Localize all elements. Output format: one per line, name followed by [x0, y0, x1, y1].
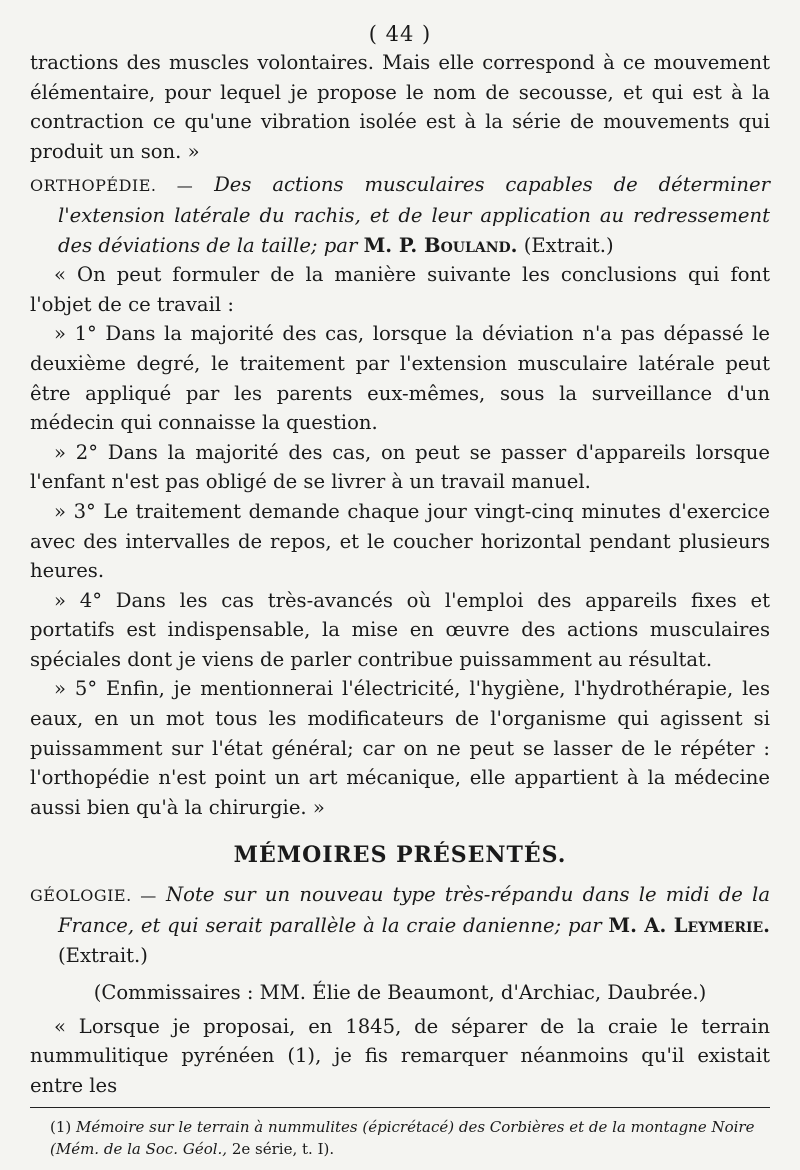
body-paragraph: « On peut formuler de la manière suivante les conclusions qui font l'objet de ce travail :	[30, 263, 770, 316]
continuation-paragraph: tractions des muscles volontaires. Mais elle correspond à ce mouvement élémentaire, pour lequel je propose le nom de secousse, et qui est à la contraction ce qu'une vibration isolée est à la série de mouvements qui produit un son. »	[30, 51, 770, 163]
geologie-rubric: GÉOLOGIE. —	[30, 886, 157, 906]
final-paragraph: « Lorsque je proposai, en 1845, de séparer de la craie le terrain nummulitique pyrénéen (1), je fis remarquer néanmoins qu'il existait entre les	[30, 1014, 770, 1097]
orthopedie-extrait: (Extrait.)	[523, 233, 614, 257]
geologie-extrait: (Extrait.)	[58, 943, 148, 967]
orthopedie-rubric: ORTHOPÉDIE. —	[30, 176, 194, 196]
section-heading: MÉMOIRES PRÉSENTÉS.	[233, 842, 567, 869]
footnote-rule	[30, 1107, 770, 1108]
geologie-par: par	[567, 914, 602, 938]
geologie-author: M. A. Leymerie.	[608, 914, 770, 938]
body-paragraph: » 4° Dans les cas très-avancés où l'emploi des appareils fixes et portatifs est indispensable, la mise en œuvre des actions musculaires spéciales dont je viens de parler contribue puissamment au résultat.	[30, 588, 770, 671]
geologie-title: Note sur un nouveau type très-répandu dans le midi de la France, et qui serait parallèle à la craie danienne;	[58, 883, 770, 938]
page-number: ( 44 )	[368, 22, 432, 46]
footnote-series: 2e série, t. I).	[231, 1139, 335, 1158]
orthopedie-title: Des actions musculaires capables de déterminer l'extension latérale du rachis, et de leur application au redressement des déviations de la taille;	[58, 173, 771, 257]
body-paragraph: » 2° Dans la majorité des cas, on peut se passer d'appareils lorsque l'enfant n'est pas obligé de se livrer à un travail manuel.	[30, 440, 770, 494]
body-paragraph: » 5° Enfin, je mentionnerai l'électricité, l'hygiène, l'hydrothérapie, les eaux, en un mot tous les modificateurs de l'organisme qui agissent si puissamment sur l'état général; car on ne peut se lasser de le répéter : l'orthopédie n'est point un art mécanique, elle appartient à la médecine aussi bien qu'à la chirurgie. »	[30, 677, 770, 819]
orthopedie-par: par	[323, 233, 358, 257]
orthopedie-heading	[30, 170, 770, 260]
footnote-source: (Mém. de la Soc. Géol.,	[50, 1139, 228, 1158]
footnote-number: (1)	[50, 1117, 72, 1136]
orthopedie-author: M. P. Bouland.	[363, 233, 518, 257]
body-paragraph: » 1° Dans la majorité des cas, lorsque la déviation n'a pas dépassé le deuxième degré, le traitement par l'extension musculaire latérale peut être appliqué par les parents eux-mêmes, sous la surveillance d'un médecin qui connaisse la question.	[30, 322, 770, 435]
commission-line: (Commissaires : MM. Élie de Beaumont, d'Archiac, Daubrée.)	[93, 981, 707, 1005]
footnote-text: Mémoire sur le terrain à nummulites (épicrétacé) des Corbières et de la montagne Noire	[76, 1117, 755, 1136]
body-paragraph: » 3° Le traitement demande chaque jour vingt-cinq minutes d'exercice avec des intervalles de repos, et le coucher horizontal pendant plusieurs heures.	[30, 499, 770, 583]
footnote	[30, 1116, 770, 1160]
geologie-heading	[30, 880, 770, 970]
